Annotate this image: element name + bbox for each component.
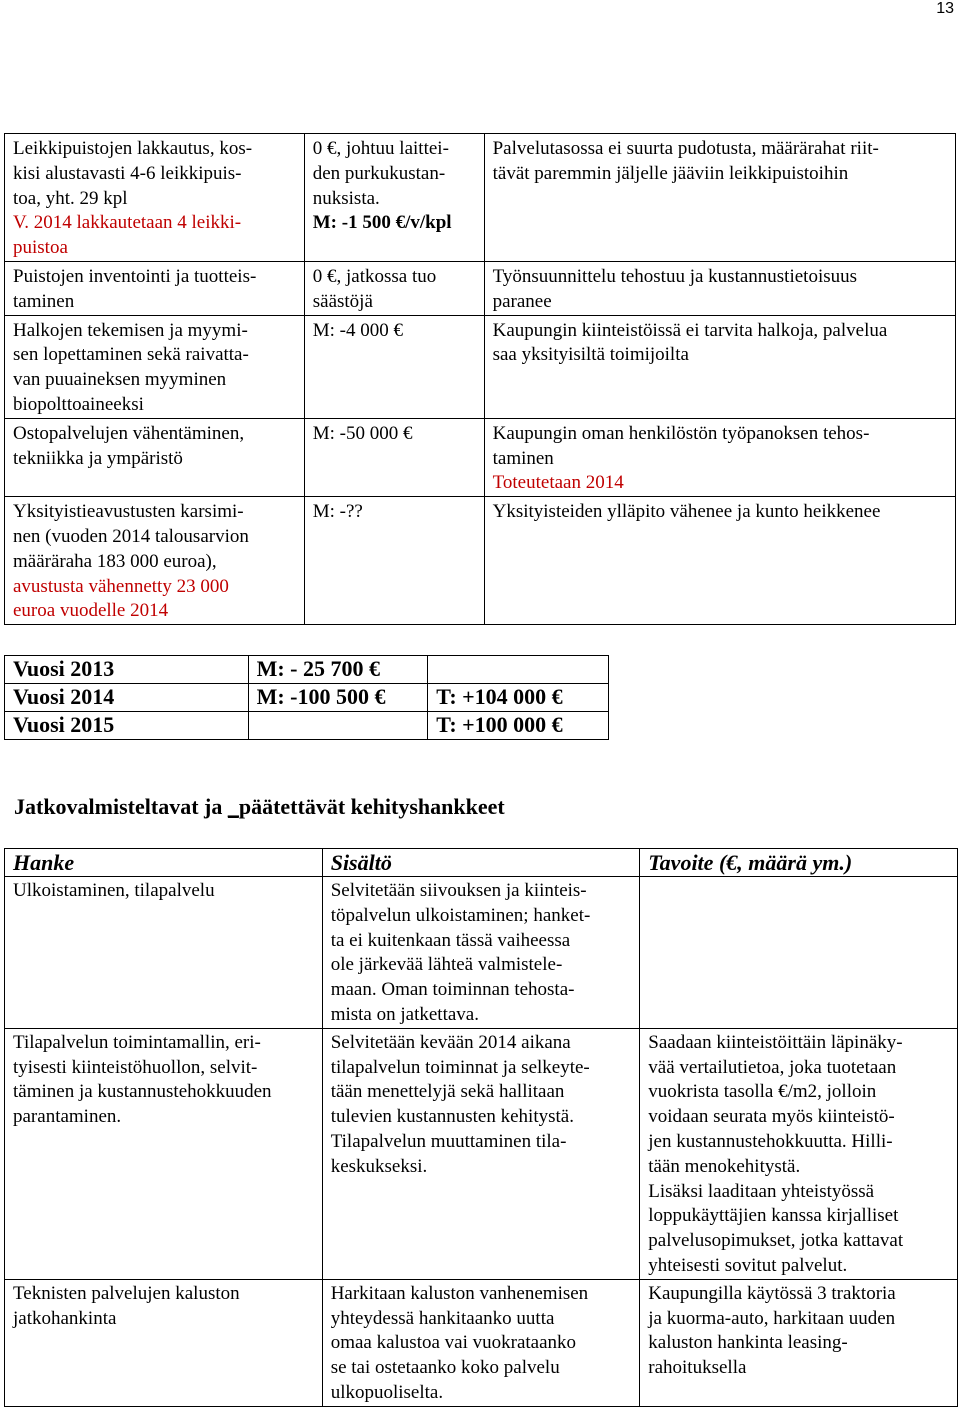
measure-note-line: avustusta vähennetty 23 000 [13,575,229,597]
measure-line: biopolttoaineeksi [13,393,144,415]
project-sisalto-line: se tai ostetaanko koko palvelu [330,1357,560,1379]
year-t-cell: T: +104 000 € [428,684,609,712]
header-tavoite: Tavoite (€, määrä ym.) [640,849,958,877]
measure-row [5,261,956,315]
project-sisalto-line: ulkopuoliselta. [330,1381,444,1403]
project-sisalto-line: Harkitaan kaluston vanhenemisen [330,1282,589,1304]
effect-cell [304,418,484,496]
measure-line: tekniikka ja ympäristö [13,447,183,469]
yearly-summary-table [4,655,609,740]
project-sisalto-cell [322,877,640,1029]
measure-note-line: puistoa [13,237,68,259]
measure-line: määräraha 183 000 euroa), [13,550,217,572]
year-year-cell: Vuosi 2014 [5,684,249,712]
measure-cell [5,418,305,496]
project-tavoite-line: kaluston hankinta leasing- [648,1332,848,1354]
impact-line: Työnsuunnittelu tehostuu ja kustannustietoisuus [492,265,858,287]
measure-note-line: V. 2014 lakkautetaan 4 leikki- [13,212,242,234]
measure-line: nen (vuoden 2014 talousarvion [13,525,249,547]
project-tavoite-line: vuokrista tasolla €/m2, jolloin [648,1081,877,1103]
effect-cell [304,315,484,418]
header-sisalto: Sisältö [322,849,640,877]
effect-line: M: -4 000 € [312,319,403,341]
impact-cell [484,315,955,418]
project-tavoite-line: loppukäyttäjien kanssa kirjalliset [648,1205,899,1227]
impact-line: Kaupungin kiinteistöissä ei tarvita halkoja, palvelua [492,319,888,341]
project-hanke-line: Tilapalvelun toimintamallin, eri- [13,1031,261,1053]
effect-cell [304,497,484,625]
project-sisalto-line: tään menettelyjä sekä hallitaan [330,1081,565,1103]
project-hanke-line: Ulkoistaminen, tilapalvelu [13,880,215,901]
project-tavoite-line: Kaupungilla käytössä 3 traktoria [648,1282,896,1304]
year-t-cell [428,656,609,684]
measure-cell [5,315,305,418]
project-sisalto-cell [322,1028,640,1279]
measure-line: kisi alustavasti 4-6 leikkipuis- [13,162,242,184]
measure-line: van puuaineksen myyminen [13,369,227,391]
project-tavoite-line: rahoituksella [648,1357,747,1379]
project-tavoite-line: voidaan seurata myös kiinteistö- [648,1106,895,1128]
project-tavoite-cell [640,1028,958,1279]
impact-line: Yksityisteiden ylläpito vähenee ja kunto heikkenee [492,501,881,523]
measure-line: toa, yht. 29 kpl [13,187,128,209]
effect-line: M: -50 000 € [312,422,413,444]
impact-line: saa yksityisiltä toimijoilta [492,344,689,366]
effect-line: den purkukustan- [312,162,446,184]
impact-line: Kaupungin oman henkilöstön työpanoksen tehos- [492,422,870,444]
project-tavoite-line: Saadaan kiinteistöittäin läpinäky- [648,1031,903,1053]
impact-cell [484,418,955,496]
projects-table [4,848,958,1407]
measure-cell [5,497,305,625]
project-tavoite-line: jen kustannustehokkuutta. Hilli- [648,1130,893,1152]
project-hanke-line: Teknisten palvelujen kaluston [13,1282,240,1304]
project-hanke-cell [5,1028,323,1279]
project-sisalto-line: Tilapalvelun muuttaminen tila- [330,1130,567,1152]
heading-underlined: _ [227,794,239,819]
project-sisalto-line: maan. Oman toiminnan tehosta- [330,979,575,1001]
project-tavoite-line: vää vertailutietoa, joka tuotetaan [648,1056,897,1078]
project-sisalto-line: Selvitetään siivouksen ja kiinteis- [330,880,587,901]
effect-total: M: -1 500 €/v/kpl [312,212,452,234]
project-sisalto-line: tilapalvelun toiminnat ja selkeyte- [330,1056,590,1078]
section-heading [14,794,505,820]
impact-cell [484,261,955,315]
project-sisalto-line: tulevien kustannusten kehitystä. [330,1106,574,1128]
measure-row [5,315,956,418]
effect-line: nuksista. [312,187,380,209]
year-m-cell: M: -100 500 € [248,684,428,712]
impact-line: Palvelutasossa ei suurta pudotusta, määrärahat riit- [492,138,879,159]
project-tavoite-line: ja kuorma-auto, harkitaan uuden [648,1307,896,1329]
project-tavoite-cell [640,1279,958,1406]
year-m-cell: M: - 25 700 € [248,656,428,684]
effect-cell [304,261,484,315]
project-row [5,1028,958,1279]
measure-line: taminen [13,290,75,312]
effect-line: 0 €, jatkossa tuo [312,265,437,287]
measure-row [5,418,956,496]
project-sisalto-line: ole järkevää lähteä valmistele- [330,954,563,976]
project-row [5,1279,958,1406]
project-sisalto-line: töpalvelun ulkoistaminen; hanket- [330,904,591,926]
impact-cell [484,134,955,262]
project-tavoite-line: tään menokehitystä. [648,1155,801,1177]
year-row [5,712,609,740]
project-tavoite-line: Lisäksi laaditaan yhteistyössä [648,1180,875,1202]
project-sisalto-line: keskukseksi. [330,1155,428,1177]
impact-status: Toteutetaan 2014 [492,472,624,494]
year-m-cell [248,712,428,740]
measure-line: Ostopalvelujen vähentäminen, [13,422,245,444]
measure-line: Yksityistieavustusten karsimi- [13,501,244,523]
measure-row [5,497,956,625]
project-tavoite-line: palvelusopimukset, jotka kattavat [648,1230,904,1252]
measure-line: sen lopettaminen sekä raivatta- [13,344,249,366]
year-year-cell: Vuosi 2015 [5,712,249,740]
heading-part2: päätettävät kehityshankkeet [238,794,505,819]
impact-cell [484,497,955,625]
project-sisalto-line: yhteydessä hankitaanko uutta [330,1307,555,1329]
project-sisalto-cell [322,1279,640,1406]
project-hanke-cell [5,877,323,1029]
project-tavoite-cell [640,877,958,1029]
effect-line: 0 €, johtuu laittei- [312,138,449,159]
project-tavoite-line: yhteisesti sovitut palvelut. [648,1254,848,1276]
measure-line: Halkojen tekemisen ja myymi- [13,319,248,341]
project-sisalto-line: ta ei kuitenkaan tässä vaiheessa [330,929,571,951]
project-row [5,877,958,1029]
year-row [5,684,609,712]
project-sisalto-line: Selvitetään kevään 2014 aikana [330,1031,571,1053]
measure-line: Puistojen inventointi ja tuotteis- [13,265,257,287]
measure-line: Leikkipuistojen lakkautus, kos- [13,138,253,159]
impact-line: taminen [492,447,554,469]
projects-header-row [5,849,958,877]
header-hanke: Hanke [5,849,323,877]
year-t-cell: T: +100 000 € [428,712,609,740]
project-sisalto-line: omaa kalustoa vai vuokrataanko [330,1332,577,1354]
effect-cell [304,134,484,262]
effect-line: säästöjä [312,290,373,312]
project-hanke-line: täminen ja kustannustehokkuuden [13,1081,272,1103]
project-sisalto-line: mista on jatkettava. [330,1003,479,1025]
impact-line: tävät paremmin jäljelle jääviin leikkipuistoihin [492,162,849,184]
project-hanke-line: tyisesti kiinteistöhuollon, selvit- [13,1056,258,1078]
project-hanke-line: jatkohankinta [13,1307,117,1329]
measure-cell [5,134,305,262]
year-row [5,656,609,684]
page-number: 13 [936,0,954,17]
measure-note-line: euroa vuodelle 2014 [13,600,169,622]
effect-line: M: -?? [312,501,363,523]
project-hanke-cell [5,1279,323,1406]
measure-cell [5,261,305,315]
measure-row [5,134,956,262]
project-hanke-line: parantaminen. [13,1106,122,1128]
heading-part1: Jatkovalmisteltavat ja [14,794,228,819]
impact-line: paranee [492,290,552,312]
measures-table [4,133,956,625]
year-year-cell: Vuosi 2013 [5,656,249,684]
